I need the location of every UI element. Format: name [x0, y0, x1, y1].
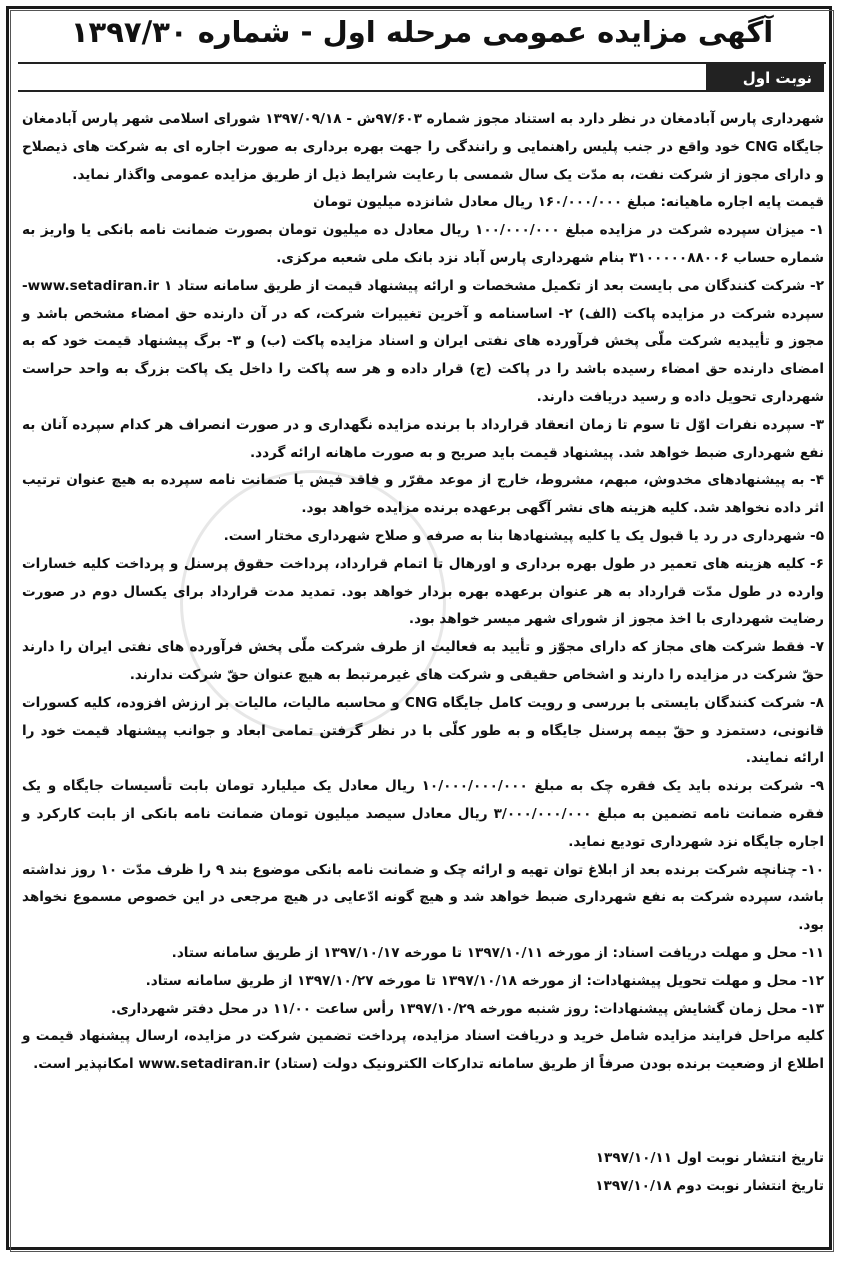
clause-10: ۱۰- چنانچه شرکت برنده بعد از ابلاغ توان تهیه و ارائه چک و ضمانت نامه بانکی موضوع بند ۹ را ظرف مدّت ۱۰ روز نداشته باشد، سپرده شرکت به نفع شهرداری ضبط خواهد شد و هیچ گونه ادّعایی در هیچ مرجعی در این خصوص مسموع نخواهد بود. [22, 861, 824, 934]
title-divider [18, 62, 826, 64]
clause-9: ۹- شرکت برنده باید یک فقره چک به مبلغ ۱۰/۰۰۰/۰۰۰/۰۰۰ ریال معادل یک میلیارد تومان بابت تأسیسات جایگاه و یک فقره ضمانت نامه تضمین به مبلغ ۳/۰۰۰/۰۰۰/۰۰۰ ریال معادل سیصد میلیون تومان ضمانت نامه بانکی از بابت کارکرد و اجاره جایگاه نزد شهرداری تودیع نماید. [22, 778, 824, 850]
badge-divider [18, 90, 824, 92]
first-publication-date: تاریخ انتشار نوبت اول ۱۳۹۷/۱۰/۱۱ [595, 1150, 824, 1166]
clause-3: ۳- سپرده نفرات اوّل تا سوم تا زمان انعقاد قرارداد با برنده مزایده نگهداری و در صورت انصراف هر کدام سپرده آنان به نفع شهرداری ضبط خواهد شد. پیشنهاد قیمت باید صریح و به صورت ماهانه ارائه گردد. [22, 416, 824, 461]
ad-title: آگهی مزایده عمومی مرحله اول - شماره ۱۳۹۷/۳۰ [70, 15, 774, 49]
clause-8: ۸- شرکت کنندگان بایستی با بررسی و رویت کامل جایگاه CNG و محاسبه مالیات، مالیات بر ارزش افزوده، کلیه کسورات قانونی، دستمزد و حقّ بیمه پرسنل جایگاه و به طور کلّی با در نظر گرفتن تمامی ابعاد و جوانب پیشنهاد قیمت خود را ارائه نمایند. [22, 694, 824, 767]
clause-12: ۱۲- محل و مهلت تحویل پیشنهادات: از مورخه ۱۳۹۷/۱۰/۱۸ تا مورخه ۱۳۹۷/۱۰/۲۷ از طریق سامانه ستاد. [145, 972, 824, 989]
clause-13: ۱۳- محل زمان گشایش پیشنهادات: روز شنبه مورخه ۱۳۹۷/۱۰/۲۹ رأس ساعت ۱۱/۰۰ در محل دفتر شهرداری. [111, 1000, 824, 1017]
closing-paragraph: کلیه مراحل فرایند مزایده شامل خرید و دریافت اسناد مزایده، پرداخت تضمین شرکت در مزایده، ارسال پیشنهاد قیمت و اطلاع از وضعیت برنده بودن صرفاً از طریق سامانه تدارکات الکترونیک دولت (ستاد) www.setadiran.ir امکانپذیر است. [22, 1028, 824, 1073]
clause-4: ۴- به پیشنهادهای مخدوش، مبهم، مشروط، خارج از موعد مقرّر و فاقد فیش یا ضمانت نامه سپرده به هیچ عنوان ترتیب اثر داده نخواهد شد. کلیه هزینه های نشر آگهی برعهده برنده مزایده خواهد بود. [22, 472, 824, 517]
base-price-paragraph: قیمت پایه اجاره ماهیانه: مبلغ ۱۶۰/۰۰۰/۰۰۰ ریال معادل شانزده میلیون تومان [313, 194, 824, 211]
ad-body [22, 106, 824, 1079]
intro-paragraph: شهرداری پارس آبادمغان در نظر دارد به استناد مجوز شماره ۹۷/۶۰۳ش - ۱۳۹۷/۰۹/۱۸ شورای اسلامی شهر پارس آبادمغان جایگاه CNG خود واقع در جنب پلیس راهنمایی و رانندگی را جهت بهره برداری به صورت اجاره ای به شرکت های ذیصلاح و دارای مجوز از شرکت نفت، به مدّت یک سال شمسی با رعایت شرایط ذیل از طریق مزایده عمومی واگذار نماید. [22, 111, 825, 183]
clause-2: ۲- شرکت کنندگان می بایست بعد از تکمیل مشخصات و ارائه پیشنهاد قیمت از طریق سامانه ستاد www.setadiran.ir ۱- سپرده شرکت در مزایده پاکت (الف) ۲- اساسنامه و آخرین تغییرات شرکت، که در آن دارنده حق امضاء مشخص باشد و مجوز و تأییدیه شرکت ملّی پخش فرآورده های نفتی ایران و اسناد مزایده پاکت (ب) و ۳- برگ پیشنهاد قیمت خود که به امضای دارنده حق امضاء رسیده باشد را در پاکت (ج) قرار داده و هر سه پاکت را داخل یک پاکت بزرگ به واحد حراست شهرداری تحویل داده و رسید دریافت دارند. [22, 277, 824, 405]
publication-dates [22, 1144, 824, 1200]
publication-badge: نوبت اول [706, 64, 824, 92]
clause-5: ۵- شهرداری در رد یا قبول یک یا کلیه پیشنهادها بنا به صرفه و صلاح شهرداری مختار است. [223, 527, 824, 544]
clause-1: ۱- میزان سپرده شرکت در مزایده مبلغ ۱۰۰/۰۰۰/۰۰۰ ریال معادل ده میلیون تومان بصورت ضمانت نامه بانکی یا واریز به شماره حساب ۳۱۰۰۰۰۰۸۸۰۰۶ بنام شهرداری پارس آباد نزد بانک ملی شعبه مرکزی. [22, 222, 824, 266]
clause-6: ۶- کلیه هزینه های تعمیر در طول بهره برداری و اورهال تا اتمام قرارداد، پرداخت حقوق پرسنل و پرداخت کلیه خسارات وارده در طول مدّت قرارداد به هر عنوان برعهده بهره بردار خواهد بود. تمدید مدت قرارداد برای یکسال دوم در صورت رضایت شهرداری با اخذ مجوز از شورای شهر میسر خواهد بود. [22, 555, 824, 628]
second-publication-date: تاریخ انتشار نوبت دوم ۱۳۹۷/۱۰/۱۸ [595, 1178, 824, 1194]
clause-7: ۷- فقط شرکت های مجاز که دارای مجوّز و تأیید به فعالیت از طرف شرکت ملّی پخش فرآورده های نفتی ایران را دارند حقّ شرکت در مزایده را دارند و اشخاص حقیقی و شرکت های غیرمرتبط به هیچ عنوان حقّ شرکت ندارند. [22, 639, 824, 683]
clause-11: ۱۱- محل و مهلت دریافت اسناد: از مورخه ۱۳۹۷/۱۰/۱۱ تا مورخه ۱۳۹۷/۱۰/۱۷ از طریق سامانه ستاد. [171, 944, 824, 961]
